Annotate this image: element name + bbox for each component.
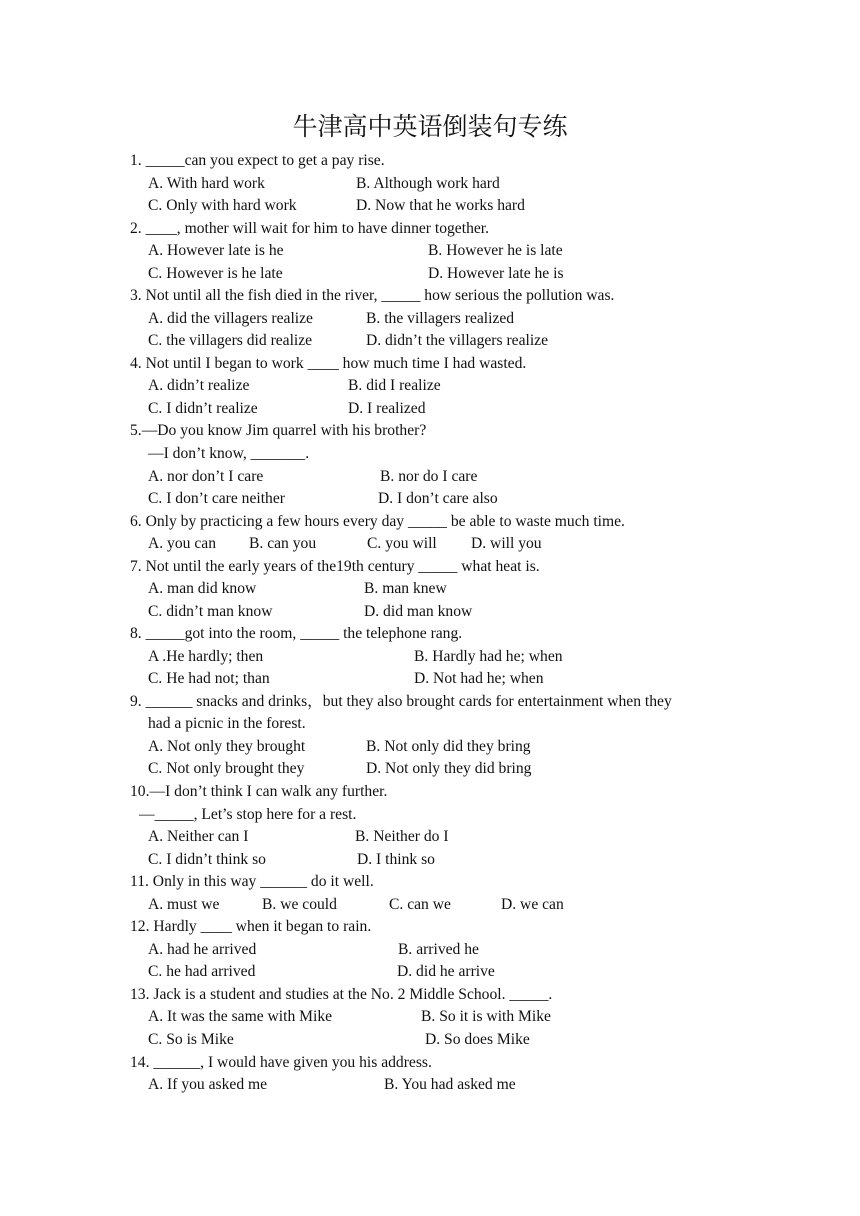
option-11c: C. can we [389, 896, 451, 913]
option-2a: A. However late is he [148, 242, 284, 259]
option-10a: A. Neither can I [148, 828, 249, 845]
option-13a: A. It was the same with Mike [148, 1008, 333, 1025]
option-11a: A. must we [148, 896, 220, 913]
option-7b: B. man knew [364, 580, 447, 597]
option-3c: C. the villagers did realize [148, 332, 313, 349]
option-10c: C. I didn’t think so [148, 851, 266, 868]
option-7c: C. didn’t man know [148, 603, 273, 620]
dialog-line-5: —I don’t know, _______. [148, 445, 310, 462]
option-13d: D. So does Mike [425, 1031, 530, 1048]
option-11b: B. we could [262, 896, 337, 913]
question-stem-13: 13. Jack is a student and studies at the No. 2 Middle School. _____. [130, 986, 553, 1003]
option-5a: A. nor don’t I care [148, 468, 264, 485]
option-12b: B. arrived he [398, 941, 479, 958]
page-title: 牛津高中英语倒装句专练 [292, 114, 568, 141]
option-2c: C. However is he late [148, 265, 283, 282]
question-stem-9-continued: had a picnic in the forest. [148, 715, 306, 732]
option-5c: C. I don’t care neither [148, 490, 285, 507]
option-9d: D. Not only they did bring [366, 760, 532, 777]
option-6d: D. will you [471, 535, 542, 552]
option-4b: B. did I realize [348, 377, 441, 394]
option-1c: C. Only with hard work [148, 197, 297, 214]
option-1a: A. With hard work [148, 175, 265, 192]
question-stem-4: 4. Not until I began to work ____ how much time I had wasted. [130, 355, 527, 372]
option-11d: D. we can [501, 896, 564, 913]
option-9c: C. Not only brought they [148, 760, 305, 777]
option-4a: A. didn’t realize [148, 377, 250, 394]
option-6a: A. you can [148, 535, 216, 552]
question-stem-7: 7. Not until the early years of the19th century _____ what heat is. [130, 558, 540, 575]
option-3d: D. didn’t the villagers realize [366, 332, 549, 349]
option-13b: B. So it is with Mike [421, 1008, 551, 1025]
question-stem-12: 12. Hardly ____ when it began to rain. [130, 918, 372, 935]
option-8a: A .He hardly; then [148, 648, 264, 665]
question-stem-3: 3. Not until all the fish died in the river, _____ how serious the pollution was. [130, 287, 615, 304]
option-12d: D. did he arrive [397, 963, 495, 980]
option-12c: C. he had arrived [148, 963, 256, 980]
option-8b: B. Hardly had he; when [414, 648, 563, 665]
question-stem-5: 5.—Do you know Jim quarrel with his brother? [130, 422, 427, 439]
option-2d: D. However late he is [428, 265, 564, 282]
option-14b: B. You had asked me [384, 1076, 516, 1093]
option-1b: B. Although work hard [356, 175, 500, 192]
option-9a: A. Not only they brought [148, 738, 306, 755]
option-7a: A. man did know [148, 580, 257, 597]
option-6c: C. you will [367, 535, 437, 552]
option-2b: B. However he is late [428, 242, 563, 259]
question-stem-6: 6. Only by practicing a few hours every day _____ be able to waste much time. [130, 513, 625, 530]
question-stem-1: 1. _____can you expect to get a pay rise. [130, 152, 385, 169]
question-stem-9: 9. ______ snacks and drinks，but they also brought cards for entertainment when they [130, 693, 672, 710]
question-stem-14: 14. ______, I would have given you his address. [130, 1054, 432, 1071]
option-3b: B. the villagers realized [366, 310, 515, 327]
option-1d: D. Now that he works hard [356, 197, 525, 214]
option-6b: B. can you [249, 535, 317, 552]
option-10d: D. I think so [357, 851, 435, 868]
question-stem-8: 8. _____got into the room, _____ the telephone rang. [130, 625, 463, 642]
question-stem-10: 10.—I don’t think I can walk any further. [130, 783, 388, 800]
option-13c: C. So is Mike [148, 1031, 234, 1048]
option-4c: C. I didn’t realize [148, 400, 258, 417]
option-12a: A. had he arrived [148, 941, 257, 958]
option-10b: B. Neither do I [355, 828, 449, 845]
option-9b: B. Not only did they bring [366, 738, 531, 755]
option-5d: D. I don’t care also [378, 490, 498, 507]
option-8d: D. Not had he; when [414, 670, 544, 687]
option-14a: A. If you asked me [148, 1076, 268, 1093]
option-3a: A. did the villagers realize [148, 310, 313, 327]
dialog-line-10: —_____, Let’s stop here for a rest. [139, 806, 357, 823]
question-stem-2: 2. ____, mother will wait for him to have dinner together. [130, 220, 490, 237]
option-8c: C. He had not; than [148, 670, 270, 687]
option-4d: D. I realized [348, 400, 426, 417]
option-5b: B. nor do I care [380, 468, 478, 485]
question-stem-11: 11. Only in this way ______ do it well. [130, 873, 374, 890]
option-7d: D. did man know [364, 603, 473, 620]
